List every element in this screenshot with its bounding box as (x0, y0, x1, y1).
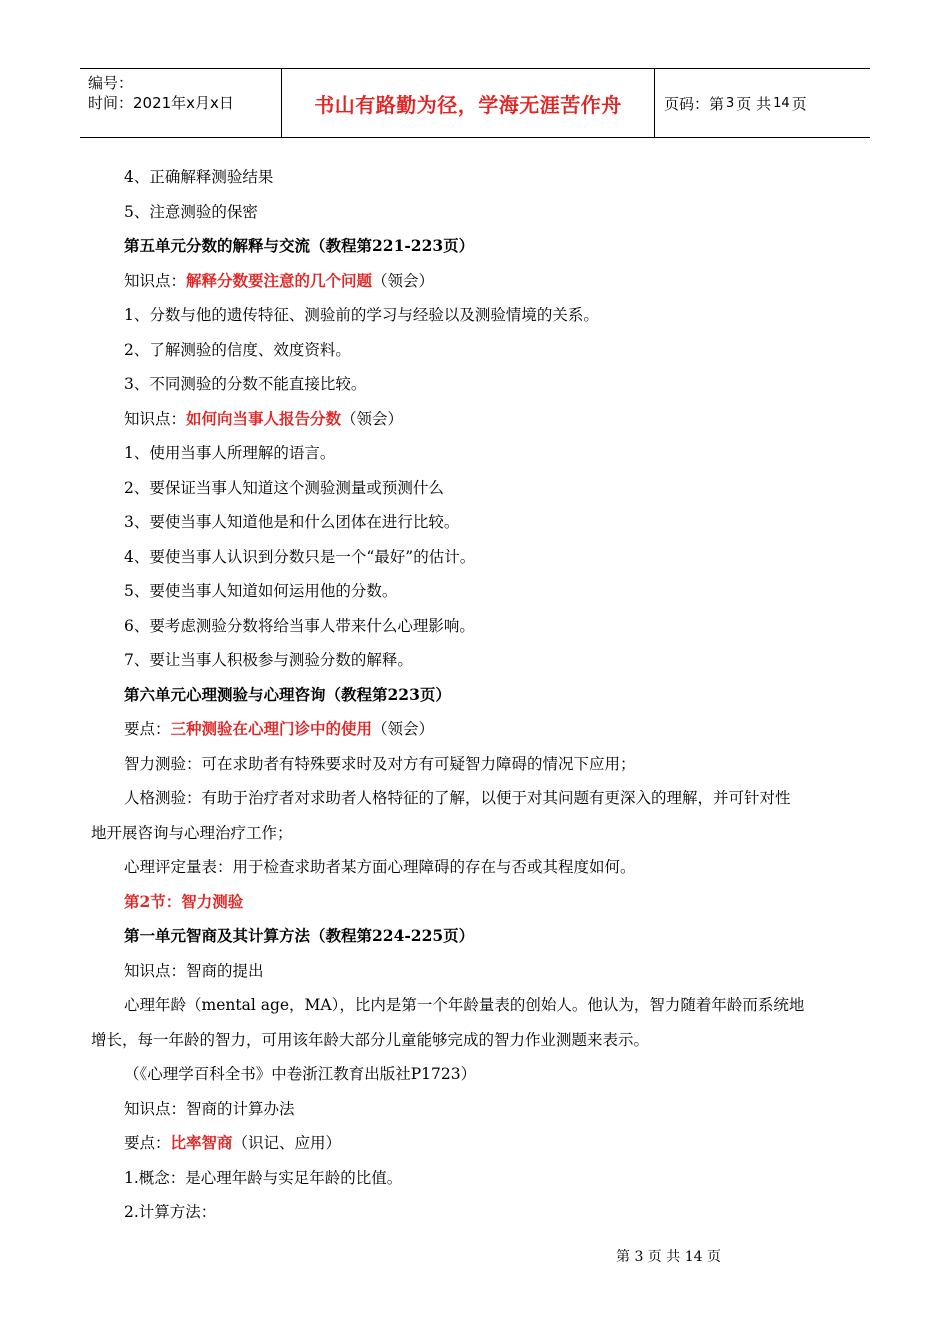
kp-label: 要点： (124, 720, 171, 738)
header-page-number (654, 69, 870, 137)
list-item: 2、了解测验的信度、效度资料。 (124, 341, 351, 359)
page-footer: 第 3 页 共 14 页 (616, 1249, 721, 1265)
kp-label: 要点： (124, 1134, 171, 1152)
paragraph-continuation: 地开展咨询与心理治疗工作； (91, 824, 293, 842)
knowledge-point (124, 408, 403, 430)
page-mid: 页 共 (736, 94, 772, 113)
time-label: 时间：2021年x月x日 (88, 94, 234, 112)
list-item: 3、要使当事人知道他是和什么团体在进行比较。 (124, 513, 460, 531)
list-item: 5、注意测验的保密 (124, 203, 258, 221)
list-item: 1、使用当事人所理解的语言。 (124, 444, 336, 462)
knowledge-point (124, 270, 434, 292)
list-item: 7、要让当事人积极参与测验分数的解释。 (124, 651, 413, 669)
section-title: 第2节：智力测验 (124, 892, 244, 911)
kp-highlight: 解释分数要注意的几个问题 (186, 271, 373, 290)
paragraph: 心理年龄（mental age，MA），比内是第一个年龄量表的创始人。他认为，智力随着年龄而系统地 (124, 996, 805, 1014)
kp-level: （领会） (372, 720, 435, 738)
page-header (80, 68, 870, 138)
kp-level: （领会） (372, 272, 435, 290)
page-prefix: 页码：第 (664, 94, 725, 113)
list-item: 4、正确解释测验结果 (124, 168, 274, 186)
code-label: 编号： (88, 74, 134, 92)
list-item: 5、要使当事人知道如何运用他的分数。 (124, 582, 398, 600)
page-current: 3 (726, 95, 735, 111)
list-item: 6、要考虑测验分数将给当事人带来什么心理影响。 (124, 617, 475, 635)
knowledge-point: 知识点：智商的提出 (124, 962, 264, 980)
section-heading: 第一单元智商及其计算方法（教程第224-225页） (124, 926, 475, 945)
kp-highlight: 三种测验在心理门诊中的使用 (170, 719, 373, 738)
section-heading: 第六单元心理测验与心理咨询（教程第223页） (124, 685, 451, 704)
key-point (124, 718, 434, 740)
paragraph: 智力测验：可在求助者有特殊要求时及对方有可疑智力障碍的情况下应用； (124, 755, 636, 773)
kp-level: （领会） (341, 410, 404, 428)
list-item: 2、要保证当事人知道这个测验测量或预测什么 (124, 479, 444, 497)
section-heading: 第五单元分数的解释与交流（教程第221-223页） (124, 236, 475, 255)
kp-label: 知识点： (124, 410, 187, 428)
knowledge-point: 知识点：智商的计算办法 (124, 1100, 295, 1118)
header-motto-cell (282, 69, 655, 137)
paragraph: 人格测验：有助于治疗者对求助者人格特征的了解，以便于对其问题有更深入的理解，并可针对性 (124, 789, 791, 807)
kp-highlight: 比率智商 (170, 1133, 233, 1152)
list-item: 2.计算方法： (124, 1203, 217, 1221)
motto: 书山有路勤为径，学海无涯苦作舟 (314, 92, 622, 117)
kp-highlight: 如何向当事人报告分数 (186, 409, 342, 428)
paragraph: 心理评定量表：用于检查求助者某方面心理障碍的存在与否或其程度如何。 (124, 858, 636, 876)
page-suffix: 页 (791, 94, 807, 113)
paragraph-continuation: 增长，每一年龄的智力，可用该年龄大部分儿童能够完成的智力作业测题来表示。 (91, 1031, 650, 1049)
kp-label: 知识点： (124, 272, 187, 290)
list-item: 1、分数与他的遗传特征、测验前的学习与经验以及测验情境的关系。 (124, 306, 599, 324)
list-item: 4、要使当事人认识到分数只是一个“最好”的估计。 (124, 548, 476, 566)
list-item: 3、不同测验的分数不能直接比较。 (124, 375, 367, 393)
citation: （《心理学百科全书》中卷浙江教育出版社P1723） (124, 1065, 477, 1083)
page-total: 14 (773, 95, 790, 111)
list-item: 1.概念：是心理年龄与实足年龄的比值。 (124, 1169, 403, 1187)
kp-level: （识记、应用） (232, 1134, 342, 1152)
header-meta (80, 69, 282, 137)
key-point (124, 1132, 341, 1154)
